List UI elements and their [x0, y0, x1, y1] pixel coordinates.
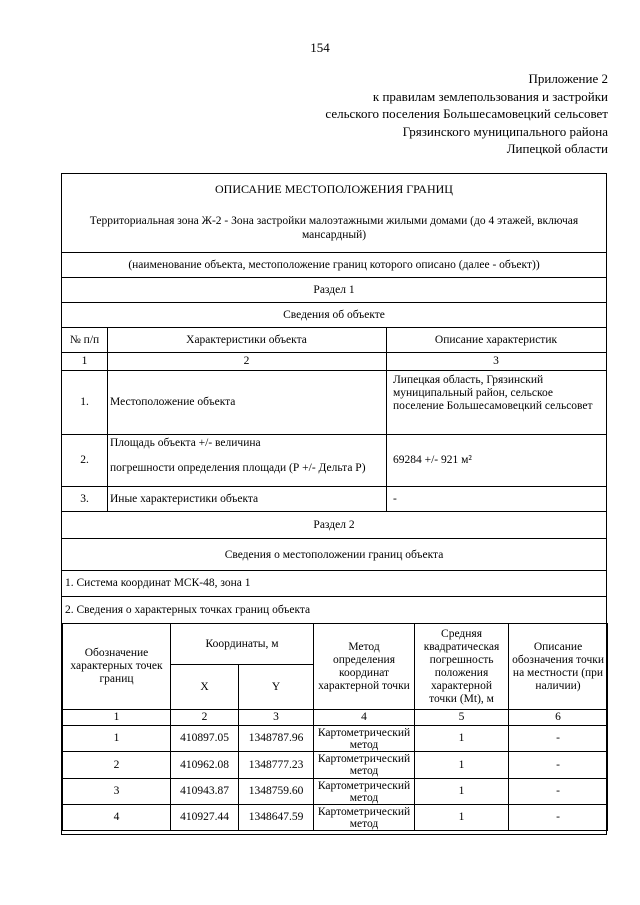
point-row — [63, 805, 608, 831]
section1-row — [62, 435, 606, 487]
point-y: 1348759.60 — [239, 779, 314, 805]
section1-row — [62, 371, 606, 435]
point-x: 410962.08 — [171, 752, 239, 779]
x-header: X — [171, 665, 239, 710]
page-number: 154 — [310, 40, 330, 55]
point-desc: - — [509, 779, 608, 805]
point-method: Картометрический метод — [317, 726, 411, 751]
section1-header-row — [62, 328, 606, 353]
col-index: 1 — [63, 710, 171, 726]
divider — [107, 328, 108, 512]
form-title: ОПИСАНИЕ МЕСТОПОЛОЖЕНИЯ ГРАНИЦ — [215, 182, 453, 196]
point-method: Картометрический метод — [317, 753, 411, 777]
point-method: Картометрический метод — [317, 805, 411, 830]
boundary-description-form — [61, 173, 607, 835]
section1-row — [62, 487, 606, 512]
y-header: Y — [239, 665, 314, 710]
points-heading — [62, 597, 606, 623]
point-mt: 1 — [415, 805, 509, 831]
col-index: 5 — [415, 710, 509, 726]
point-row — [63, 752, 608, 779]
row-description: 69284 +/- 921 м² — [393, 454, 472, 466]
col-index: 4 — [314, 710, 415, 726]
divider — [386, 328, 387, 512]
point-desc: - — [509, 752, 608, 779]
col-desc-header: Описание характеристик — [434, 333, 558, 346]
appendix-line: к правилам землепользования и застройки — [372, 88, 608, 104]
section1-heading: Сведения об объекте — [62, 303, 606, 328]
method-header: Метод определения координат характерной точки — [314, 624, 415, 710]
coord-system-text: 1. Система координат МСК-48, зона 1 — [65, 577, 251, 589]
appendix-line: Грязинского муниципального района — [402, 123, 608, 139]
point-description-header: Описание обозначения точки на местности (при наличии) — [509, 624, 608, 710]
designation-header: Обозначение характерных точек границ — [63, 624, 171, 710]
row-number: 3. — [80, 492, 89, 505]
point-y: 1348787.96 — [239, 726, 314, 752]
points-heading-text: 2. Сведения о характерных точках границ объекта — [65, 603, 311, 616]
point-x: 410927.44 — [171, 805, 239, 831]
object-note: (наименование объекта, местоположение границ которого описано (далее - объект)) — [62, 253, 606, 278]
index-cell: 1 — [81, 355, 88, 367]
section2-heading: Сведения о местоположении границ объекта — [62, 539, 606, 571]
row-description: - — [393, 492, 397, 505]
points-table — [62, 623, 608, 831]
row-characteristic-line2: погрешности определения площади (Р +/- Дельта Р) — [110, 462, 366, 474]
appendix-line: Приложение 2 — [528, 71, 608, 86]
appendix-line: сельского поселения Большесамовецкий сельсовет — [325, 106, 608, 121]
col-index: 2 — [171, 710, 239, 726]
point-desc: - — [509, 726, 608, 752]
zone-description: Территориальная зона Ж-2 - Зона застройки малоэтажными жилыми домами (до 4 этажей, включая мансардный) — [89, 215, 579, 241]
appendix-line: Липецкой области — [506, 141, 608, 156]
point-y: 1348647.59 — [239, 805, 314, 831]
section2-label: Раздел 2 — [62, 512, 606, 539]
point-mt: 1 — [415, 726, 509, 752]
point-row — [63, 779, 608, 805]
point-y: 1348777.23 — [239, 752, 314, 779]
row-number: 2. — [80, 454, 89, 466]
section1-index-row — [62, 353, 606, 371]
point-id: 4 — [63, 805, 171, 831]
col-index: 3 — [239, 710, 314, 726]
point-desc: - — [509, 805, 608, 831]
row-characteristic: Иные характеристики объекта — [110, 492, 259, 505]
error-header: Средняя квадратическая погрешность положения характерной точки (Mt), м — [415, 624, 509, 710]
point-mt: 1 — [415, 752, 509, 779]
point-row — [63, 726, 608, 752]
appendix-header — [325, 70, 608, 158]
title-block — [62, 174, 606, 253]
point-mt: 1 — [415, 779, 509, 805]
col-num-header: № п/п — [69, 333, 100, 346]
row-characteristic: Местоположение объекта — [110, 396, 236, 408]
index-cell: 2 — [243, 355, 250, 367]
coord-system — [62, 571, 606, 597]
coords-header: Координаты, м — [171, 624, 314, 665]
row-number: 1. — [80, 396, 89, 408]
col-char-header: Характеристики объекта — [186, 333, 307, 346]
col-index: 6 — [509, 710, 608, 726]
point-id: 3 — [63, 779, 171, 805]
section1-label: Раздел 1 — [62, 278, 606, 303]
point-id: 2 — [63, 752, 171, 779]
point-id: 1 — [63, 726, 171, 752]
point-x: 410897.05 — [171, 726, 239, 752]
point-x: 410943.87 — [171, 779, 239, 805]
point-method: Картометрический метод — [317, 779, 411, 804]
row-description: Липецкая область, Грязинский муниципальный район, сельское поселение Большесамовецкий сельсовет — [393, 374, 593, 412]
row-characteristic-line1: Площадь объекта +/- величина — [110, 437, 261, 449]
index-cell: 3 — [493, 355, 499, 367]
